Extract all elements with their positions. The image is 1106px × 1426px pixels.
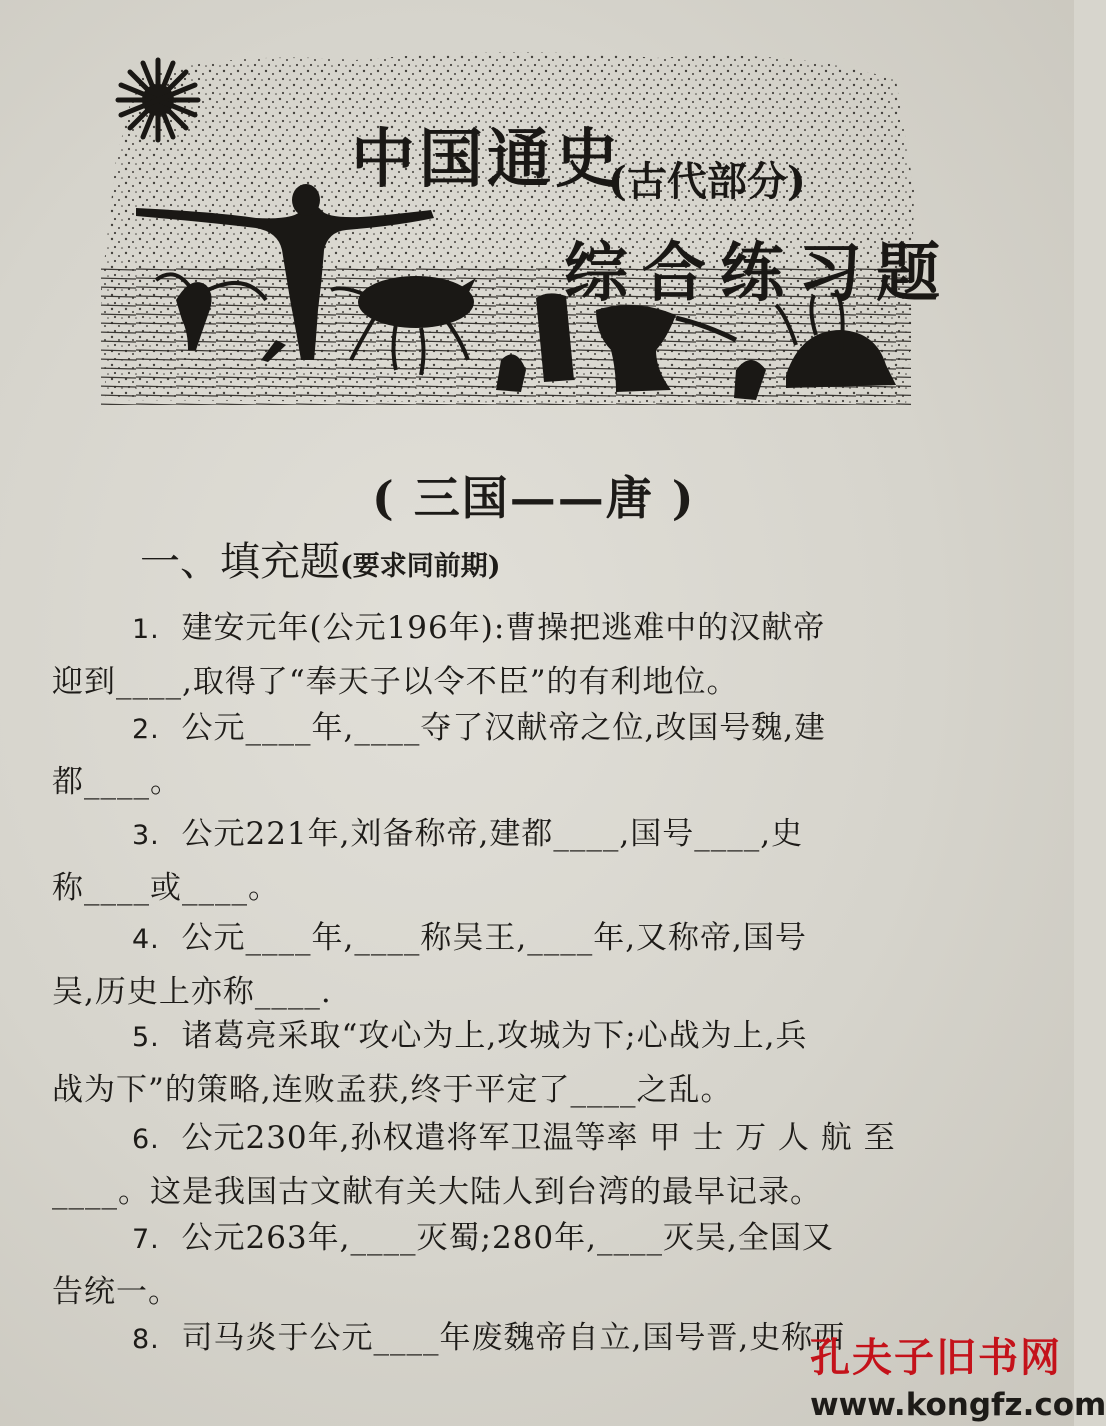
book-subtitle: (古代部分)	[608, 158, 806, 205]
question-3	[52, 808, 952, 914]
question-1	[52, 602, 952, 708]
question-text-line2: 都____。	[52, 764, 182, 800]
title-banner	[96, 40, 954, 412]
question-number: 3.	[132, 820, 160, 851]
sun-icon	[118, 60, 198, 140]
question-number: 4.	[132, 924, 160, 955]
question-4	[52, 912, 952, 1018]
question-5	[52, 1010, 952, 1116]
question-number: 8.	[132, 1324, 160, 1355]
question-text-line2: ____。这是我国古文献有关大陆人到台湾的最早记录。	[52, 1174, 822, 1210]
period-heading: ( 三国——唐 )	[372, 471, 696, 525]
question-text-line1: 公元____年,____称吴王,____年,又称帝,国号	[181, 920, 807, 956]
question-text-line1: 公元230年,孙权遣将军卫温等率 甲 士 万 人 航 至	[181, 1120, 896, 1156]
question-text-line2: 称____或____。	[52, 870, 280, 906]
watermark-url: www.kongfz.com	[810, 1387, 1106, 1423]
question-number: 1.	[132, 614, 160, 645]
question-number: 5.	[132, 1022, 160, 1053]
question-text-line2: 告统一。	[52, 1274, 180, 1310]
question-number: 2.	[132, 714, 160, 745]
question-text-line2: 战为下”的策略,连败孟获,终于平定了____之乱。	[52, 1072, 733, 1108]
question-text-line1: 公元221年,刘备称帝,建都____,国号____,史	[181, 816, 804, 852]
question-7	[52, 1212, 952, 1318]
book-title: 中国通史	[351, 122, 623, 197]
question-number: 7.	[132, 1224, 160, 1255]
exercise-title: 综合练习题	[564, 236, 954, 311]
question-text-line1: 司马炎于公元____年废魏帝自立,国号晋,史称西	[181, 1320, 846, 1356]
question-text-line1: 公元____年,____夺了汉献帝之位,改国号魏,建	[181, 710, 827, 746]
question-2	[52, 702, 952, 808]
question-text-line1: 公元263年,____灭蜀;280年,____灭吴,全国又	[181, 1220, 834, 1256]
question-text-line1: 诸葛亮采取“攻心为上,攻城为下;心战为上,兵	[181, 1018, 808, 1054]
section-heading	[140, 530, 501, 587]
question-text-line1: 建安元年(公元196年):曹操把逃难中的汉献帝	[181, 610, 826, 646]
watermark-name: 孔夫子旧书网	[810, 1335, 1062, 1381]
question-6	[52, 1112, 952, 1218]
question-text-line2: 吴,历史上亦称____.	[52, 974, 332, 1010]
question-text-line2: 迎到____,取得了“奉天子以令不臣”的有利地位。	[52, 664, 739, 700]
section-title: 一、填充题	[140, 539, 340, 585]
section-note: (要求同前期)	[340, 551, 501, 582]
watermark	[810, 1326, 1106, 1423]
question-number: 6.	[132, 1124, 160, 1155]
